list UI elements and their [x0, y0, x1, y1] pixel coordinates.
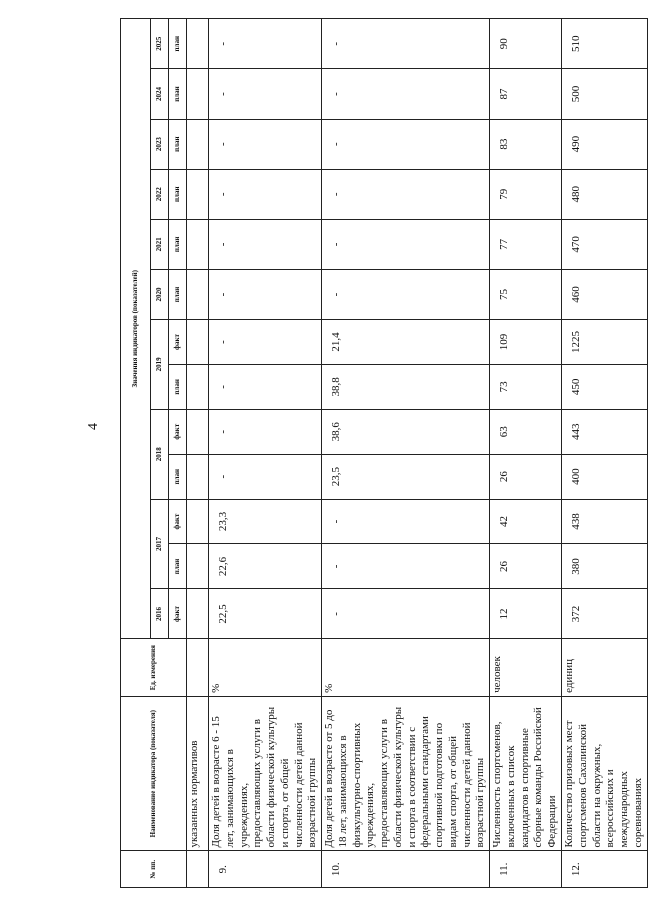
value-cell: 372 [562, 589, 648, 639]
value-cell: 470 [562, 219, 648, 269]
value-cell: 500 [562, 69, 648, 119]
value-cell: 63 [490, 409, 562, 454]
year-header: 2017 [151, 499, 169, 589]
value-cell: 380 [562, 544, 648, 589]
value-cell: - [209, 320, 322, 365]
value-cell: - [322, 269, 490, 319]
rotated-table-wrapper [120, 18, 644, 888]
header-unit: Ед. измерения [121, 639, 187, 696]
subheader-fact: факт [169, 589, 187, 639]
subheader-fact: факт [169, 409, 187, 454]
subheader-plan: план [169, 69, 187, 119]
table-row [322, 19, 490, 888]
value-cell: - [322, 69, 490, 119]
value-cell: - [322, 219, 490, 269]
value-cell: - [209, 69, 322, 119]
indicators-table [120, 18, 648, 888]
value-cell: 42 [490, 499, 562, 544]
year-header: 2025 [151, 19, 169, 69]
subheader-plan: план [169, 19, 187, 69]
indicator-unit: единиц [562, 639, 648, 696]
value-cell: - [209, 454, 322, 499]
row-number: 11. [490, 851, 562, 888]
subheader-plan: план [169, 169, 187, 219]
subheader-plan: план [169, 544, 187, 589]
value-cell: 87 [490, 69, 562, 119]
year-header: 2021 [151, 219, 169, 269]
subheader-plan: план [169, 364, 187, 409]
value-cell: 26 [490, 544, 562, 589]
value-cell: - [322, 499, 490, 544]
year-header: 2022 [151, 169, 169, 219]
year-header: 2023 [151, 119, 169, 169]
indicator-name: Доля детей в возрасте 6 - 15 лет, занимающихся в учреждениях, предоставляющих услуги в области физической культуры и спорта, от общей численности детей данной возрастной группы [209, 696, 322, 851]
table-row [209, 19, 322, 888]
value-cell: 38,6 [322, 409, 490, 454]
subheader-plan: план [169, 269, 187, 319]
indicator-unit: % [322, 639, 490, 696]
indicator-name: Численность спортсменов, включенных в список кандидатов в спортивные сборные команды Российской Федерации [490, 696, 562, 851]
value-cell: 26 [490, 454, 562, 499]
header-values-group: Значения индикаторов (показателей) [121, 19, 151, 639]
value-cell: - [209, 119, 322, 169]
value-cell: 22,5 [209, 589, 322, 639]
indicator-unit: человек [490, 639, 562, 696]
value-cell: 109 [490, 320, 562, 365]
value-cell: 79 [490, 169, 562, 219]
continuation-row [187, 19, 209, 888]
page-number: 4 [86, 423, 101, 430]
value-cell: 443 [562, 409, 648, 454]
year-header: 2019 [151, 320, 169, 410]
value-cell: - [209, 364, 322, 409]
year-header: 2024 [151, 69, 169, 119]
value-cell: 1225 [562, 320, 648, 365]
value-cell: - [209, 19, 322, 69]
value-cell: 21,4 [322, 320, 490, 365]
value-cell: 22,6 [209, 544, 322, 589]
value-cell: - [322, 169, 490, 219]
row-number: 9. [209, 851, 322, 888]
subheader-plan: план [169, 454, 187, 499]
value-cell: - [322, 589, 490, 639]
subheader-fact: факт [169, 320, 187, 365]
value-cell: - [322, 119, 490, 169]
value-cell: 438 [562, 499, 648, 544]
value-cell: 12 [490, 589, 562, 639]
value-cell: - [322, 19, 490, 69]
header-name: Наименование индикатора (показателя) [121, 696, 187, 851]
year-header: 2020 [151, 269, 169, 319]
indicator-unit: % [209, 639, 322, 696]
value-cell: 23,5 [322, 454, 490, 499]
subheader-fact: факт [169, 499, 187, 544]
subheader-plan: план [169, 119, 187, 169]
row-number: 12. [562, 851, 648, 888]
indicator-name: Количество призовых мест спортсменов Сахалинской области на окружных, всероссийских и международных соревнованиях [562, 696, 648, 851]
table-row [490, 19, 562, 888]
header-num: № пп. [121, 851, 187, 888]
value-cell: 400 [562, 454, 648, 499]
value-cell: 73 [490, 364, 562, 409]
value-cell: - [209, 269, 322, 319]
subheader-plan: план [169, 219, 187, 269]
table-row [562, 19, 648, 888]
value-cell: 90 [490, 19, 562, 69]
year-header: 2018 [151, 409, 169, 499]
value-cell: 510 [562, 19, 648, 69]
value-cell: 38,8 [322, 364, 490, 409]
value-cell: 23,3 [209, 499, 322, 544]
value-cell: 450 [562, 364, 648, 409]
value-cell: 75 [490, 269, 562, 319]
value-cell: 77 [490, 219, 562, 269]
year-header: 2016 [151, 589, 169, 639]
value-cell: - [322, 544, 490, 589]
value-cell: - [209, 169, 322, 219]
value-cell: 480 [562, 169, 648, 219]
value-cell: - [209, 219, 322, 269]
row-number: 10. [322, 851, 490, 888]
continuation-text: указанных нормативов [187, 696, 209, 851]
value-cell: 460 [562, 269, 648, 319]
value-cell: 83 [490, 119, 562, 169]
continuation-num-cell [187, 851, 209, 888]
value-cell: - [209, 409, 322, 454]
value-cell: 490 [562, 119, 648, 169]
indicator-name: Доля детей в возрасте от 5 до 18 лет, занимающихся в физкультурно-спортивных учреждениях, предоставляющих услуги в области физической культуры и спорта в соответствии с федеральными стандартами спортивной подготовки по видам спорта, от общей численности детей данной возрастной группы [322, 696, 490, 851]
